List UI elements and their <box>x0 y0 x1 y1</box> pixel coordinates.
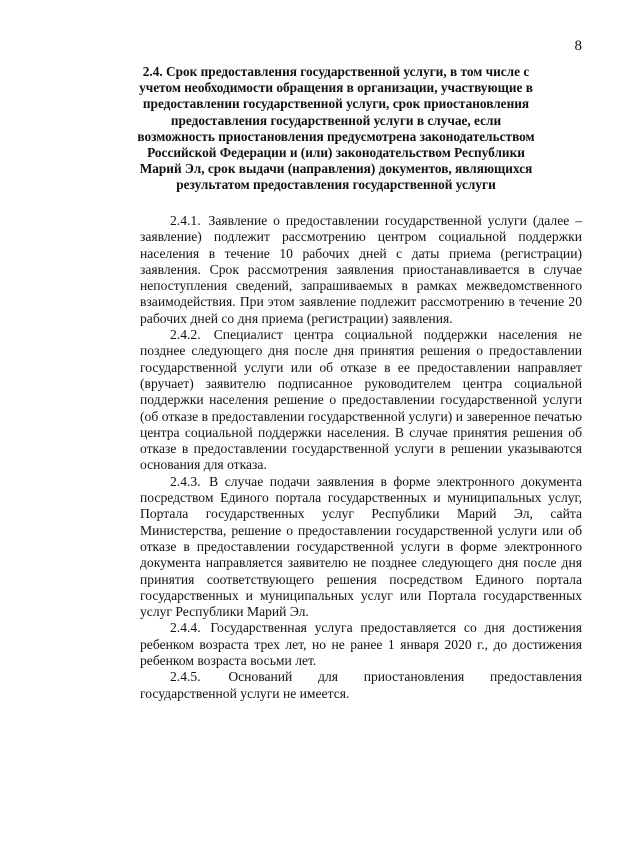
paragraph-number: 2.4.5. <box>170 669 201 685</box>
paragraph-number: 2.4.3. <box>170 473 201 489</box>
paragraph-2-4-4 <box>140 620 582 669</box>
paragraph-2-4-5 <box>140 669 582 702</box>
paragraph-number: 2.4.4. <box>170 620 201 636</box>
section-heading: 2.4. Срок предоставления государственной услуги, в том числе с учетом необходимости обращения в организации, участвующие в предоставлении государственной услуги, срок приостановления предоставления государственной услуги в случае, если возможность приостановления предусмотрена законодательством Российской Федерации и (или) законодательством Республики Марий Эл, срок выдачи (направления) документов, являющихся результатом предоставления государственной услуги <box>137 64 535 193</box>
paragraph-text: Специалист центра социальной поддержки населения не позднее следующего дня после дня принятия решения о предоставлении государственной услуги или об отказе в ее предоставлении направляет (вручает) заявителю подписанное руководителем центра социальной поддержки населения решение о предоставлении государственной услуги (об отказе в предоставлении государственной услуги) и заверенное печатью центра социальной поддержки населения. В случае принятия решения об отказе в предоставлении государственной услуги в решении указываются основания для отказа. <box>140 327 582 473</box>
document-body <box>140 213 582 702</box>
paragraph-2-4-2 <box>140 327 582 474</box>
page-number: 8 <box>574 38 582 54</box>
paragraph-text: Государственная услуга предоставляется со дня достижения ребенком возраста трех лет, но не ранее 1 января 2020 г., до достижения ребенком возраста восьми лет. <box>140 620 582 669</box>
paragraph-number: 2.4.1. <box>170 213 201 228</box>
paragraph-text: В случае подачи заявления в форме электронного документа посредством Единого портала государственных и муниципальных услуг, Портала государственных услуг Республики Марий Эл, сайта Министерства, решение о предоставлении государственной услуги или об отказе в предоставлении государственной услуги в форме электронного документа направляется заявителю не позднее следующего дня после дня принятия соответствующего решения посредством Единого портала государственных и муниципальных услуг или Портала государственных услуг Республики Марий Эл. <box>140 473 582 620</box>
paragraph-2-4-1 <box>140 213 582 327</box>
paragraph-text: Заявление о предоставлении государственной услуги (далее – заявление) подлежит рассмотрению центром социальной поддержки населения в течение 10 рабочих дней с даты приема (регистрации) заявления. Срок рассмотрения заявления приостанавливается в случае непоступления сведений, запрашиваемых в рамках межведомственного взаимодействия. При этом заявление подлежит рассмотрению в течение 20 рабочих дней со дня приема (регистрации) заявления. <box>140 213 582 326</box>
paragraph-text: Оснований для приостановления предоставления государственной услуги не имеется. <box>140 669 583 701</box>
paragraph-2-4-3 <box>140 474 582 621</box>
paragraph-number: 2.4.2. <box>170 327 201 343</box>
